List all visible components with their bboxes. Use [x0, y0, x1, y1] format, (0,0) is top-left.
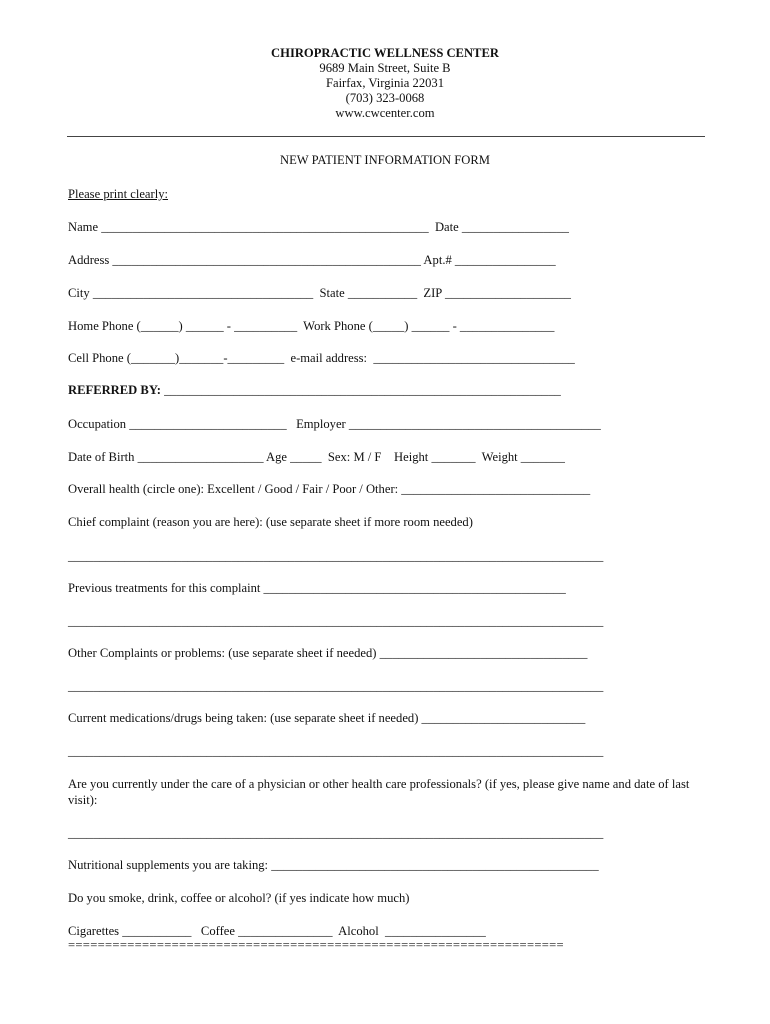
double-separator: =================================================================== [68, 938, 564, 952]
referred-by-field[interactable] [68, 382, 561, 398]
habits-question: Do you smoke, drink, coffee or alcohol? (if yes indicate how much) [68, 891, 410, 905]
city-state-zip-field[interactable]: City ___________________________________ State ___________ ZIP ____________________ [68, 286, 571, 300]
other-complaints-blank[interactable]: _____________________________________________________________________________________ [68, 679, 604, 693]
clinic-city-state: Fairfax, Virginia 22031 [325, 76, 445, 90]
overall-health-field[interactable]: Overall health (circle one): Excellent / Good / Fair / Poor / Other: ______________________________ [68, 482, 591, 496]
dob-age-sex-field[interactable]: Date of Birth ____________________ Age _____ Sex: M / F Height _______ Weight _______ [68, 450, 565, 464]
physician-care-label: Are you currently under the care of a physician or other health care professionals? (if yes, please give name and date of last visit): [68, 777, 690, 807]
address-field[interactable]: Address _________________________________________________ Apt.# ________________ [68, 253, 556, 267]
referred-by-blank[interactable]: _______________________________________________________________ [160, 383, 561, 397]
clinic-website: www.cwcenter.com [335, 106, 435, 120]
medications-blank[interactable]: _____________________________________________________________________________________ [68, 744, 604, 758]
medications-field[interactable]: Current medications/drugs being taken: (use separate sheet if needed) __________________________ [68, 711, 586, 725]
supplements-field[interactable]: Nutritional supplements you are taking: ____________________________________________________ [68, 858, 599, 872]
phones-field[interactable]: Home Phone (______) ______ - __________ Work Phone (_____) ______ - _______________ [68, 319, 555, 333]
cell-email-field[interactable]: Cell Phone (_______)_______-_________ e-mail address: ________________________________ [68, 351, 575, 365]
name-date-field[interactable]: Name ____________________________________________________ Date _________________ [68, 220, 569, 234]
clinic-street: 9689 Main Street, Suite B [319, 61, 451, 75]
other-complaints-field[interactable]: Other Complaints or problems: (use separate sheet if needed) _________________________________ [68, 646, 588, 660]
form-title: NEW PATIENT INFORMATION FORM [279, 153, 491, 167]
chief-complaint-label: Chief complaint (reason you are here): (use separate sheet if more room needed) [68, 515, 473, 529]
physician-care-blank[interactable]: _____________________________________________________________________________________ [68, 826, 604, 840]
referred-by-label: REFERRED BY: [68, 383, 161, 397]
previous-treatments-field[interactable]: Previous treatments for this complaint ________________________________________________ [68, 581, 566, 595]
habits-field[interactable]: Cigarettes ___________ Coffee _______________ Alcohol ________________ [68, 924, 486, 938]
occupation-employer-field[interactable]: Occupation _________________________ Employer ________________________________________ [68, 417, 601, 431]
previous-treatments-blank[interactable]: _____________________________________________________________________________________ [68, 614, 604, 628]
instruction-text: Please print clearly: [68, 187, 169, 201]
clinic-name: CHIROPRACTIC WELLNESS CENTER [271, 46, 499, 60]
header-divider [67, 136, 705, 137]
clinic-phone: (703) 323-0068 [345, 91, 425, 105]
clinic-header [0, 46, 770, 121]
chief-complaint-blank[interactable]: _____________________________________________________________________________________ [68, 549, 604, 563]
